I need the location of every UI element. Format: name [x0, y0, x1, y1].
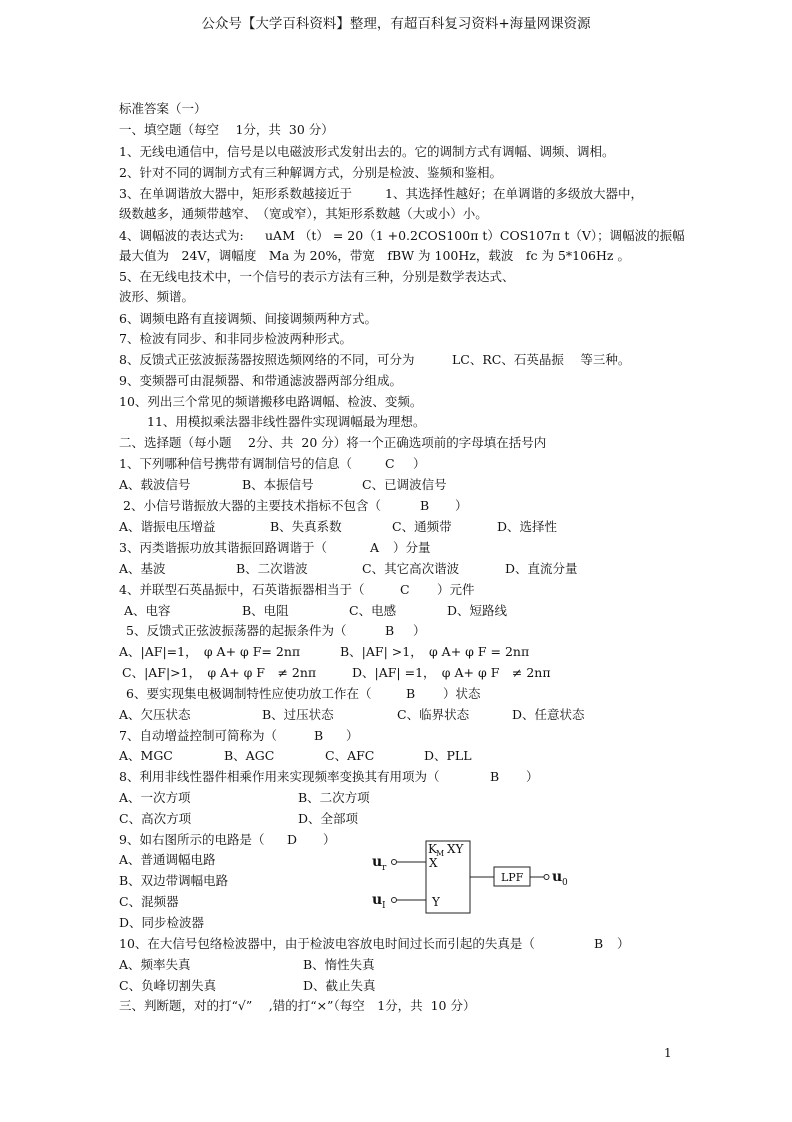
- page-number: 1: [664, 1046, 672, 1060]
- choice-q2-option-a: A、谐振电压增益: [119, 519, 216, 534]
- fill-q3-part3: 级数越多，通频带越窄、 （宽或窄），其矩形系数越（大或小）小。: [119, 206, 488, 221]
- choice-q5-stem: 5、反馈式正弦波振荡器的起振条件为（: [126, 623, 347, 638]
- choice-q7-answer: B: [314, 728, 324, 743]
- choice-q6-option-d: D、任意状态: [512, 707, 585, 722]
- choice-q6-option-a: A、欠压状态: [119, 707, 191, 722]
- choice-q1-answer: C: [385, 456, 395, 471]
- input-i-terminal: [392, 898, 397, 903]
- multiplier-xy-label: XY: [447, 842, 464, 856]
- choice-q8-close: ）: [526, 769, 539, 784]
- fill-q4-part1: 4、调幅波的表达式为:: [119, 228, 244, 243]
- fill-q3-part2: 1、其选择性越好；在单调谐的多级放大器中，: [385, 186, 643, 201]
- choice-q7-stem: 7、自动增益控制可简称为（: [119, 728, 277, 743]
- choice-q3-option-d: D、直流分量: [505, 561, 578, 576]
- output-label: u: [552, 869, 563, 885]
- fill-q6: 6、调频电路有直接调频、间接调频两种方式。: [119, 311, 377, 326]
- choice-q9-option-b: B、双边带调幅电路: [119, 873, 229, 888]
- choice-q2-option-d: D、选择性: [497, 519, 558, 534]
- fill-q7: 7、检波有同步、和非同步检波两种形式。: [119, 331, 352, 346]
- choice-q2-option-c: C、通频带: [392, 519, 452, 534]
- choice-q3-option-a: A、基波: [119, 561, 166, 576]
- choice-q5-option-d: D、|AF| =1， φ A+ φ F ≠ 2nπ: [352, 665, 551, 680]
- multiplier-circuit-diagram: [368, 838, 578, 918]
- choice-q3-stem: 3、丙类谐振功放其谐振回路调谐于（: [119, 540, 327, 555]
- choice-q9-option-c: C、混频器: [119, 894, 179, 909]
- input-r-subscript: r: [382, 863, 387, 873]
- choice-q4-answer: C: [400, 582, 410, 597]
- port-x-label: X: [429, 856, 438, 870]
- port-y-label: Y: [432, 895, 440, 909]
- choice-q4-option-d: D、短路线: [447, 603, 508, 618]
- fill-q5-part2: 波形、频谱。: [119, 289, 195, 304]
- choice-q10-option-c: C、负峰切割失真: [119, 978, 217, 993]
- choice-q8-stem: 8、利用非线性器件相乘作用来实现频率变换其有用项为（: [119, 769, 440, 784]
- choice-q7-option-b: B、AGC: [224, 748, 275, 763]
- fill-q1: 1、无线电通信中，信号是以电磁波形式发射出去的。它的调制方式有调幅、调频、调相。: [119, 144, 615, 159]
- choice-q6-option-b: B、过压状态: [262, 707, 334, 722]
- choice-q7-option-a: A、MGC: [119, 748, 173, 763]
- lpf-label: LPF: [501, 871, 524, 884]
- choice-q5-option-a: A、|AF|=1， φ A+ φ F= 2nπ: [119, 644, 301, 659]
- choice-q5-close: ）: [413, 623, 426, 638]
- choice-q3-option-c: C、其它高次谐波: [362, 561, 460, 576]
- section3-heading: 三、判断题，对的打“√” ,错的打“×”（每空 1分，共 10 分）: [119, 998, 476, 1013]
- fill-q9: 9、变频器可由混频器、和带通滤波器两部分组成。: [119, 373, 402, 388]
- input-i-subscript: I: [382, 901, 386, 911]
- choice-q2-option-b: B、失真系数: [270, 519, 342, 534]
- choice-q2-answer: B: [420, 498, 430, 513]
- page-header: 公众号【大学百科资料】整理，有超百科复习资料+海量网课资源: [201, 16, 591, 32]
- choice-q1-option-c: C、已调波信号: [362, 477, 447, 492]
- choice-q6-answer: B: [406, 686, 416, 701]
- section2-heading: 二、选择题（每小题 2分、共 20 分）将一个正确选项前的字母填在括号内: [119, 435, 547, 450]
- choice-q3-answer: A: [370, 540, 380, 555]
- choice-q3-option-b: B、二次谐波: [236, 561, 308, 576]
- section1-heading: 一、填空题（每空 1分，共 30 分）: [119, 122, 334, 137]
- choice-q8-option-a: A、一次方项: [119, 790, 191, 805]
- input-r-label: u: [372, 854, 383, 870]
- choice-q10-option-d: D、截止失真: [303, 978, 376, 993]
- choice-q10-option-b: B、惰性失真: [303, 957, 375, 972]
- choice-q8-option-b: B、二次方项: [298, 790, 370, 805]
- choice-q4-option-b: B、电阻: [242, 603, 289, 618]
- choice-q9-option-a: A、普通调幅电路: [119, 852, 216, 867]
- output-terminal: [544, 875, 549, 880]
- multiplier-gain-label: K: [428, 842, 437, 856]
- fill-q5-part1: 5、在无线电技术中，一个信号的表示方法有三种，分别是数学表达式、: [119, 269, 515, 284]
- choice-q8-option-d: D、全部项: [298, 811, 359, 826]
- fill-q3-part1: 3、在单调谐放大器中，矩形系数越接近于: [119, 186, 352, 201]
- input-r-terminal: [392, 860, 397, 865]
- choice-q4-option-a: A、电容: [124, 603, 171, 618]
- multiplier-gain-subscript: M: [436, 849, 445, 858]
- choice-q1-stem: 1、下列哪种信号携带有调制信号的信息（: [119, 456, 352, 471]
- choice-q10-answer: B: [594, 936, 604, 951]
- choice-q1-option-a: A、载波信号: [119, 477, 191, 492]
- choice-q2-stem: 2、小信号谐振放大器的主要技术指标不包含（: [123, 498, 381, 513]
- choice-q9-stem: 9、如右图所示的电路是（: [119, 832, 265, 847]
- choice-q2-close: ）: [455, 498, 468, 513]
- choice-q8-option-c: C、高次方项: [119, 811, 192, 826]
- choice-q6-stem: 6、要实现集电极调制特性应使功放工作在（: [126, 686, 372, 701]
- choice-q7-option-c: C、AFC: [325, 748, 375, 763]
- choice-q10-close: ）: [617, 936, 630, 951]
- choice-q1-option-b: B、本振信号: [242, 477, 314, 492]
- choice-q5-option-b: B、|AF| >1， φ A+ φ F = 2nπ: [340, 644, 530, 659]
- choice-q5-answer: B: [385, 623, 395, 638]
- choice-q5-option-c: C、|AF|>1， φ A+ φ F ≠ 2nπ: [122, 665, 317, 680]
- fill-q10: 10、列出三个常见的频谱搬移电路调幅、检波、变频。: [119, 394, 423, 409]
- choice-q9-option-d: D、同步检波器: [119, 915, 205, 930]
- choice-q7-close: ）: [346, 728, 359, 743]
- choice-q6-close: ）状态: [443, 686, 481, 701]
- fill-q4-part2: uAM （t） = 20（1 +0.2COS100π t）COS107π t（V）；调幅波的振幅: [265, 228, 685, 243]
- output-subscript: 0: [562, 878, 568, 888]
- choice-q10-option-a: A、频率失真: [119, 957, 191, 972]
- choice-q7-option-d: D、PLL: [424, 748, 472, 763]
- fill-q8-part1: 8、反馈式正弦波振荡器按照选频网络的不同，可分为: [119, 352, 415, 367]
- input-i-label: u: [372, 892, 383, 908]
- choice-q4-close: ）元件: [437, 582, 475, 597]
- choice-q4-option-c: C、电感: [349, 603, 397, 618]
- answer-title: 标准答案（一）: [119, 101, 207, 116]
- choice-q4-stem: 4、并联型石英晶振中，石英谐振器相当于（: [119, 582, 365, 597]
- choice-q8-answer: B: [490, 769, 500, 784]
- choice-q3-close: ）分量: [393, 540, 431, 555]
- fill-q2: 2、针对不同的调制方式有三种解调方式，分别是检波、鉴频和鉴相。: [119, 165, 502, 180]
- choice-q10-stem: 10、在大信号包络检波器中，由于检波电容放电时间过长而引起的失真是（: [119, 936, 535, 951]
- fill-q11: 11、用模拟乘法器非线性器件实现调幅最为理想。: [147, 414, 426, 429]
- choice-q6-option-c: C、临界状态: [397, 707, 470, 722]
- fill-q4-part3: 最大值为 24V，调幅度 Ma 为 20%，带宽 fBW 为 100Hz，载波 fc 为 5*106Hz 。: [119, 248, 630, 263]
- choice-q9-answer: D: [287, 832, 298, 847]
- fill-q8-part2: LC、RC、石英晶振 等三种。: [452, 352, 631, 367]
- choice-q9-close: ）: [323, 832, 336, 847]
- choice-q1-close: ）: [413, 456, 426, 471]
